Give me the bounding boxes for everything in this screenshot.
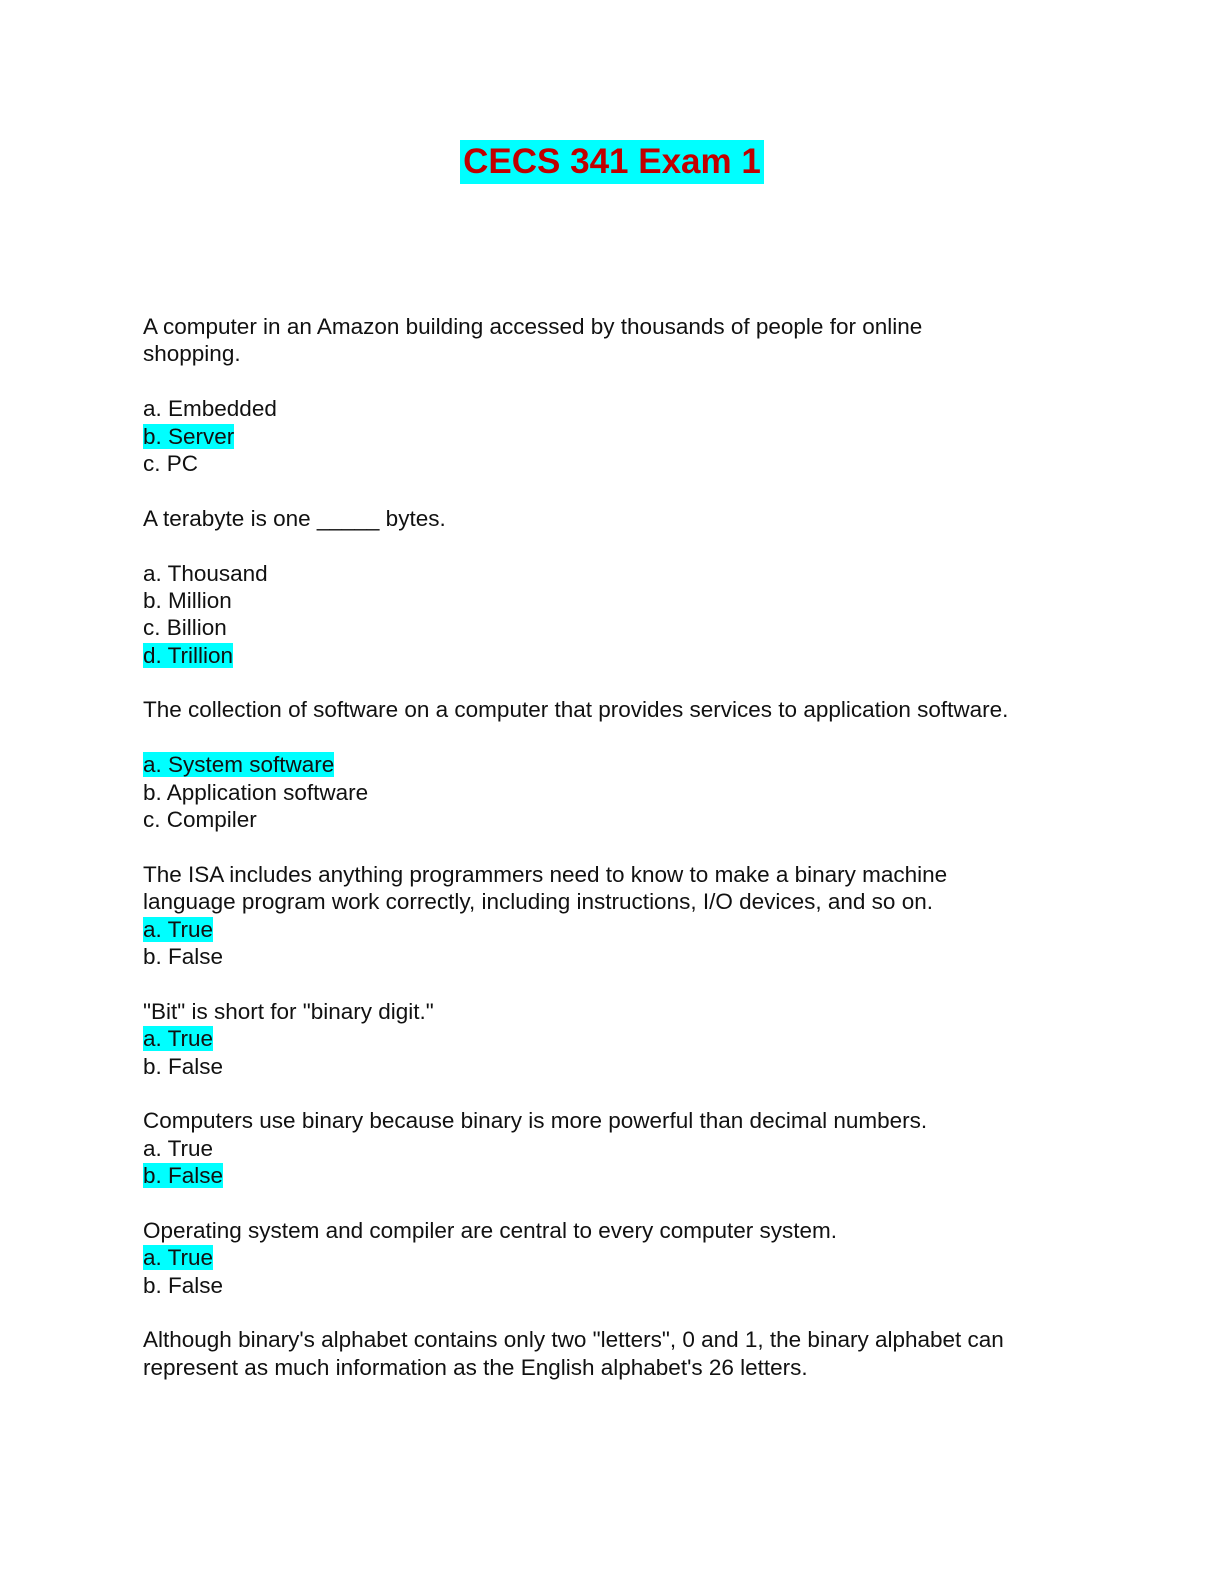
- question-5: [143, 998, 1083, 1080]
- exam-title: CECS 341 Exam 1: [460, 140, 764, 184]
- question-prompt: A computer in an Amazon building accessed by thousands of people for online: [143, 314, 923, 339]
- question-prompt: A terabyte is one _____ bytes.: [143, 505, 446, 531]
- question-prompt: Operating system and compiler are central to every computer system.: [143, 1217, 838, 1243]
- question-prompt: shopping.: [143, 341, 241, 367]
- answer-option: b. False: [143, 1053, 224, 1079]
- title-container: [0, 140, 1224, 184]
- question-1: [143, 313, 1083, 477]
- question-7: [143, 1217, 1083, 1299]
- question-prompt: Computers use binary because binary is more powerful than decimal numbers.: [143, 1108, 928, 1134]
- question-4: [143, 861, 1083, 971]
- question-3: [143, 696, 1083, 833]
- answer-option-correct: b. False: [143, 1163, 224, 1189]
- question-prompt: represent as much information as the English alphabet's 26 letters.: [143, 1354, 808, 1380]
- answer-option-correct: a. System software: [143, 752, 335, 778]
- question-2: [143, 505, 1083, 669]
- answer-option: a. Embedded: [143, 396, 277, 422]
- answer-option: b. False: [143, 1272, 224, 1298]
- answer-option-correct: a. True: [143, 916, 214, 942]
- question-prompt: language program work correctly, including instructions, I/O devices, and so on.: [143, 889, 933, 915]
- answer-option: a. Thousand: [143, 560, 268, 586]
- question-prompt: The ISA includes anything programmers need to know to make a binary machine: [143, 861, 948, 887]
- answer-option-correct: a. True: [143, 1026, 214, 1052]
- question-prompt: Although binary's alphabet contains only two "letters", 0 and 1, the binary alphabet can: [143, 1327, 1004, 1353]
- answer-option-correct: d. Trillion: [143, 642, 234, 668]
- answer-option: a. True: [143, 1135, 214, 1161]
- answer-option-correct: b. Server: [143, 423, 235, 449]
- answer-option: c. PC: [143, 450, 199, 476]
- question-6: [143, 1107, 1083, 1189]
- answer-option: b. Application software: [143, 779, 369, 805]
- answer-option: b. False: [143, 943, 224, 969]
- answer-option: b. Million: [143, 587, 232, 613]
- question-list: [143, 313, 1083, 1381]
- answer-option: c. Compiler: [143, 807, 257, 833]
- answer-option: c. Billion: [143, 615, 227, 641]
- question-prompt: The collection of software on a computer that provides services to application software.: [143, 697, 1009, 723]
- question-prompt: "Bit" is short for "binary digit.": [143, 998, 434, 1024]
- answer-option-correct: a. True: [143, 1245, 214, 1271]
- question-8: [143, 1326, 1083, 1381]
